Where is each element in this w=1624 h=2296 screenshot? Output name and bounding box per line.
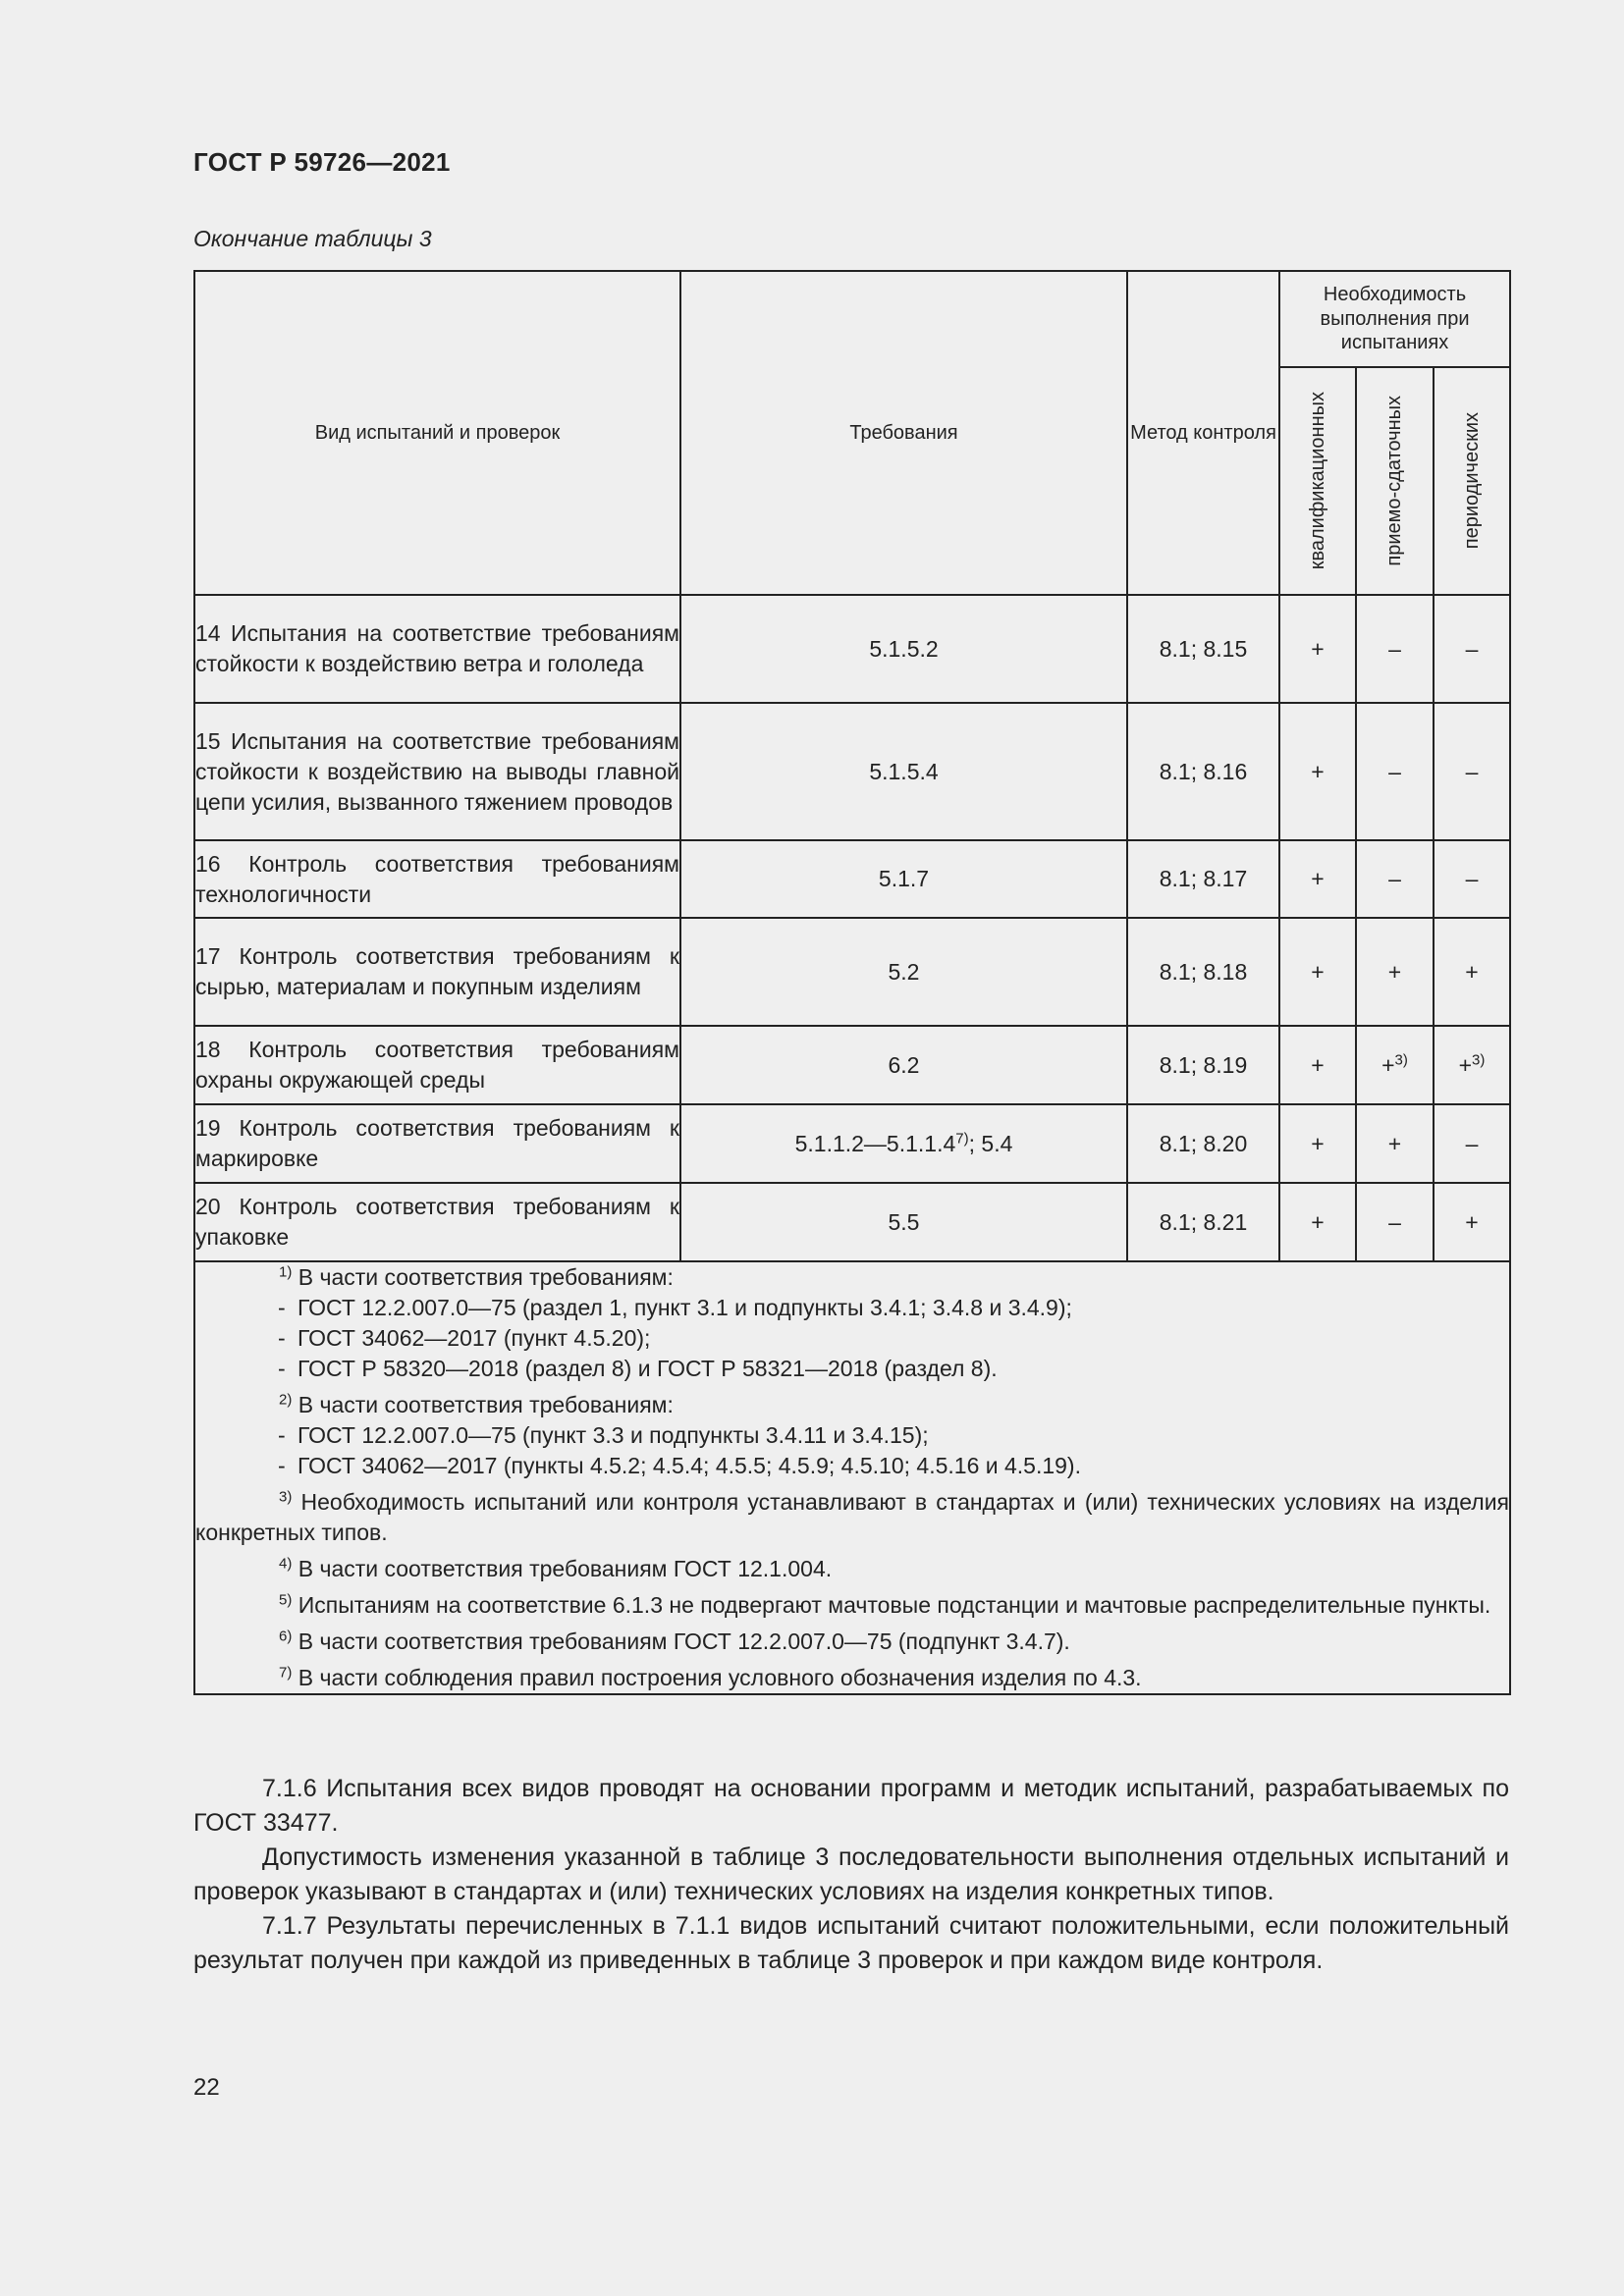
row-method: 8.1; 8.19 [1127,1026,1279,1104]
note-3: $^{3)}$ Необходимость испытаний или контроля устанавливают в стандартах и (или) технических условиях на изделия конкретных типов. [195,1488,1510,1545]
table-caption: Окончание таблицы 3 [193,226,432,251]
header-necessity: Необходимость выполнения при испытаниях [1279,271,1510,367]
note-1: $^{1)}$ В части соответствия требованиям: - ГОСТ 12.2.007.0—75 (раздел 1, пункт 3.1 и подпункты 3.4.1; 3.4.8 и 3.4.9); - ГОСТ 34062—2017 (пункт 4.5.20); - ГОСТ Р 58320—2018 (раздел 8) и ГОСТ Р 58321—2018 (раздел 8). [195,1262,1509,1384]
row-requirement: 5.1.7 [680,840,1127,918]
row-acceptance: – [1356,703,1434,840]
row-qualification: + [1279,1104,1356,1183]
row-acceptance: – [1356,840,1434,918]
row-name: 16 Контроль соответствия требованиям технологичности [194,840,680,918]
row-requirement: 5.1.5.4 [680,703,1127,840]
document-id: ГОСТ Р 59726—2021 [193,147,451,177]
row-name: 14 Испытания на соответствие требованиям стойкости к воздействию ветра и гололеда [194,595,680,703]
table-row [194,840,1510,918]
note-6: $^{6)}$ В части соответствия требованиям ГОСТ 12.2.007.0—75 (подпункт 3.4.7). [279,1628,1070,1654]
row-name: 20 Контроль соответствия требованиям к упаковке [194,1183,680,1261]
table-row [194,703,1510,840]
note-item: - ГОСТ 12.2.007.0—75 (пункт 3.3 и подпункты 3.4.11 и 3.4.15); [278,1422,929,1448]
table-row [194,1104,1510,1183]
row-requirement: 5.2 [680,918,1127,1026]
body-text [193,1772,1509,1978]
row-method: 8.1; 8.18 [1127,918,1279,1026]
row-name: 18 Контроль соответствия требованиям охраны окружающей среды [194,1026,680,1104]
table-row [194,918,1510,1026]
row-method: 8.1; 8.16 [1127,703,1279,840]
header-requirements: Требования [680,271,1127,595]
row-qualification: + [1279,840,1356,918]
row-name: 19 Контроль соответствия требованиям к маркировке [194,1104,680,1183]
paragraph-7-1-6: 7.1.6 Испытания всех видов проводят на основании программ и методик испытаний, разрабатываемых по ГОСТ 33477. [193,1775,1509,1837]
row-qualification: + [1279,1183,1356,1261]
table-notes [194,1261,1510,1694]
header-method: Метод контроля [1127,271,1279,595]
row-method: 8.1; 8.17 [1127,840,1279,918]
row-periodic: +$^{3)}$ [1434,1026,1510,1104]
row-acceptance: + [1356,918,1434,1026]
row-acceptance: +$^{3)}$ [1356,1026,1434,1104]
table-row [194,595,1510,703]
row-name: 15 Испытания на соответствие требованиям стойкости к воздействию на выводы главной цепи усилия, вызванного тяжением проводов [194,703,680,840]
row-requirement: 5.1.5.2 [680,595,1127,703]
row-method: 8.1; 8.21 [1127,1183,1279,1261]
note-item: - ГОСТ Р 58320—2018 (раздел 8) и ГОСТ Р 58321—2018 (раздел 8). [278,1356,998,1381]
row-periodic: + [1434,1183,1510,1261]
note-item: - ГОСТ 12.2.007.0—75 (раздел 1, пункт 3.1 и подпункты 3.4.1; 3.4.8 и 3.4.9); [278,1295,1072,1320]
row-requirement: 6.2 [680,1026,1127,1104]
row-qualification: + [1279,703,1356,840]
row-method: 8.1; 8.20 [1127,1104,1279,1183]
row-requirement: 5.1.1.2—5.1.1.4$^{7)}$; 5.4 [680,1104,1127,1183]
header-acceptance-cell [1356,367,1434,595]
row-name: 17 Контроль соответствия требованиям к сырью, материалам и покупным изделиям [194,918,680,1026]
row-periodic: – [1434,1104,1510,1183]
header-periodic-cell [1434,367,1510,595]
header-qualification-cell [1279,367,1356,595]
page-number: 22 [193,2074,220,2101]
row-acceptance: – [1356,595,1434,703]
row-qualification: + [1279,595,1356,703]
row-periodic: – [1434,840,1510,918]
row-acceptance: – [1356,1183,1434,1261]
row-qualification: + [1279,918,1356,1026]
note-4: $^{4)}$ В части соответствия требованиям ГОСТ 12.1.004. [279,1555,833,1581]
header-acceptance: приемо-сдаточных [1383,396,1405,566]
tests-table [193,270,1511,1695]
note-7: $^{7)}$ В части соблюдения правил построения условного обозначения изделия по 4.3. [279,1664,1142,1690]
row-acceptance: + [1356,1104,1434,1183]
paragraph-7-1-7: 7.1.7 Результаты перечисленных в 7.1.1 видов испытаний считают положительными, если положительный результат получен при каждой из приведенных в таблице 3 проверок и при каждом виде контроля. [193,1912,1509,1974]
note-item: - ГОСТ 34062—2017 (пункты 4.5.2; 4.5.4; 4.5.5; 4.5.9; 4.5.10; 4.5.16 и 4.5.19). [278,1453,1081,1478]
note-5: $^{5)}$ Испытаниям на соответствие 6.1.3 не подвергают мачтовые подстанции и мачтовые распределительные пункты. [279,1591,1491,1618]
note-item: - ГОСТ 34062—2017 (пункт 4.5.20); [278,1325,651,1351]
row-method: 8.1; 8.15 [1127,595,1279,703]
row-periodic: – [1434,703,1510,840]
paragraph-permissibility: Допустимость изменения указанной в таблице 3 последовательности выполнения отдельных испытаний и проверок указывают в стандартах и (или) технических условиях на изделия конкретных типов. [193,1843,1509,1905]
header-periodic: периодических [1460,412,1483,550]
row-qualification: + [1279,1026,1356,1104]
row-periodic: + [1434,918,1510,1026]
row-requirement: 5.5 [680,1183,1127,1261]
note-2: $^{2)}$ В части соответствия требованиям: - ГОСТ 12.2.007.0—75 (пункт 3.3 и подпункты 3.4.11 и 3.4.15); - ГОСТ 34062—2017 (пункты 4.5.2; 4.5.4; 4.5.5; 4.5.9; 4.5.10; 4.5.16 и 4.5.19). [195,1390,1509,1481]
row-periodic: – [1434,595,1510,703]
header-qualification: квалификационных [1306,392,1328,570]
table-row [194,1026,1510,1104]
table-row [194,1183,1510,1261]
header-type: Вид испытаний и проверок [194,271,680,595]
